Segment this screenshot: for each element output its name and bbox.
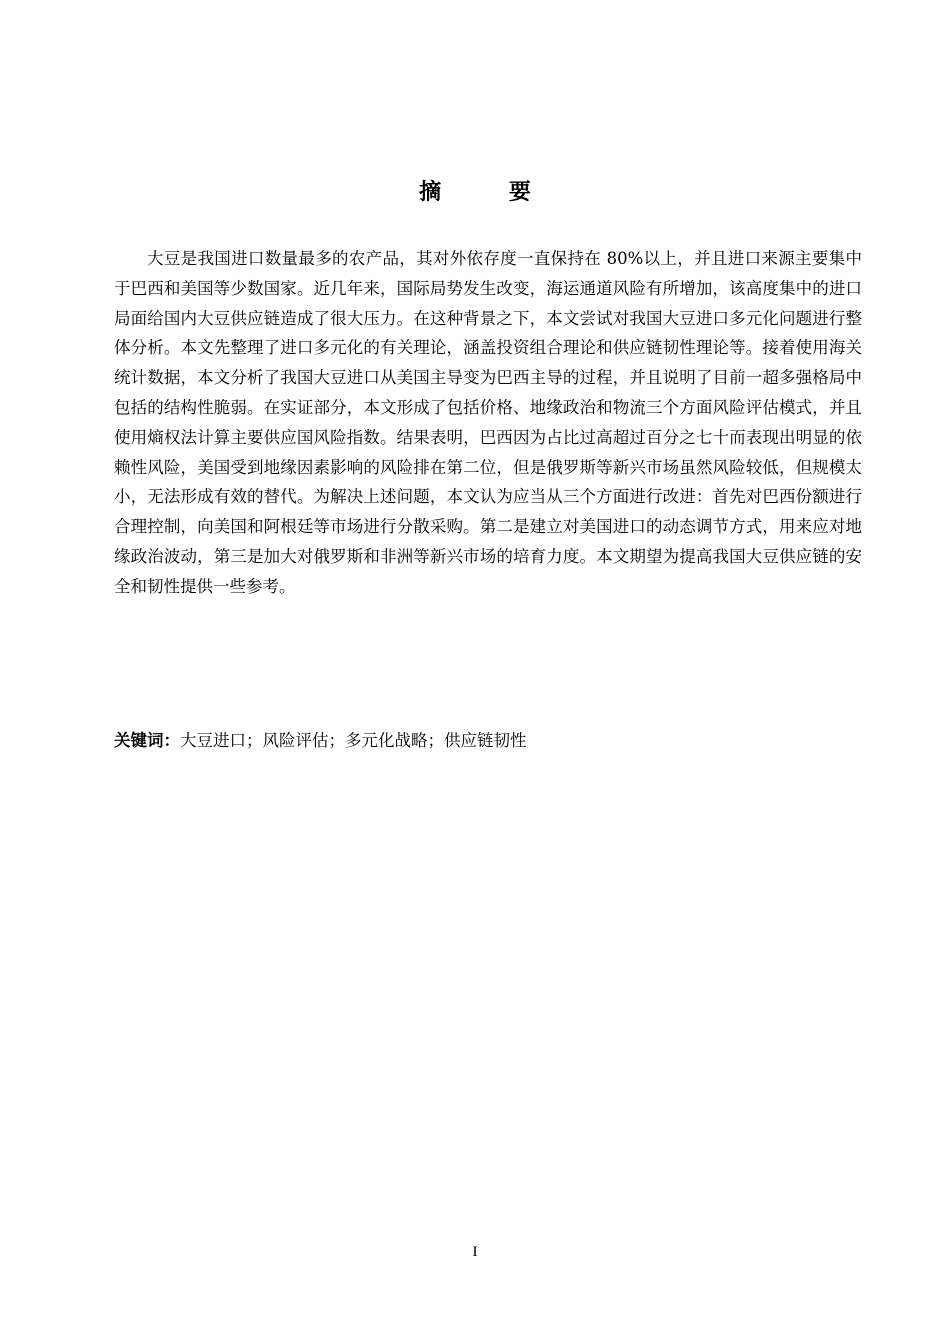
abstract-title: 摘 要 (419, 180, 561, 205)
abstract-body: 大豆是我国进口数量最多的农产品，其对外依存度一直保持在 80%以上，并且进口来源主要集中于巴西和美国等少数国家。近几年来，国际局势发生改变，海运通道风险有所增加，该高度集中的进口局面给国内大豆供应链造成了很大压力。在这种背景之下，本文尝试对我国大豆进口多元化问题进行整体分析。本文先整理了进口多元化的有关理论，涵盖投资组合理论和供应链韧性理论等。接着使用海关统计数据，本文分析了我国大豆进口从美国主导变为巴西主导的过程，并且说明了目前一超多强格局中包括的结构性脆弱。在实证部分，本文形成了包括价格、地缘政治和物流三个方面风险评估模式，并且使用熵权法计算主要供应国风险指数。结果表明，巴西因为占比过高超过百分之七十而表现出明显的依赖性风险，美国受到地缘因素影响的风险排在第二位，但是俄罗斯等新兴市场虽然风险较低，但规模太小，无法形成有效的替代。为解决上述问题，本文认为应当从三个方面进行改进：首先对巴西份额进行合理控制，向美国和阿根廷等市场进行分散采购。第二是建立对美国进口的动态调节方式，用来应对地缘政治波动，第三是加大对俄罗斯和非洲等新兴市场的培育力度。本文期望为提高我国大豆供应链的安全和韧性提供一些参考。 (114, 249, 862, 596)
page-number: I (472, 1244, 478, 1260)
keywords-line (114, 726, 862, 756)
keywords-value: 大豆进口；风险评估；多元化战略；供应链韧性 (180, 731, 527, 750)
keywords-label: 关键词： (114, 731, 180, 750)
